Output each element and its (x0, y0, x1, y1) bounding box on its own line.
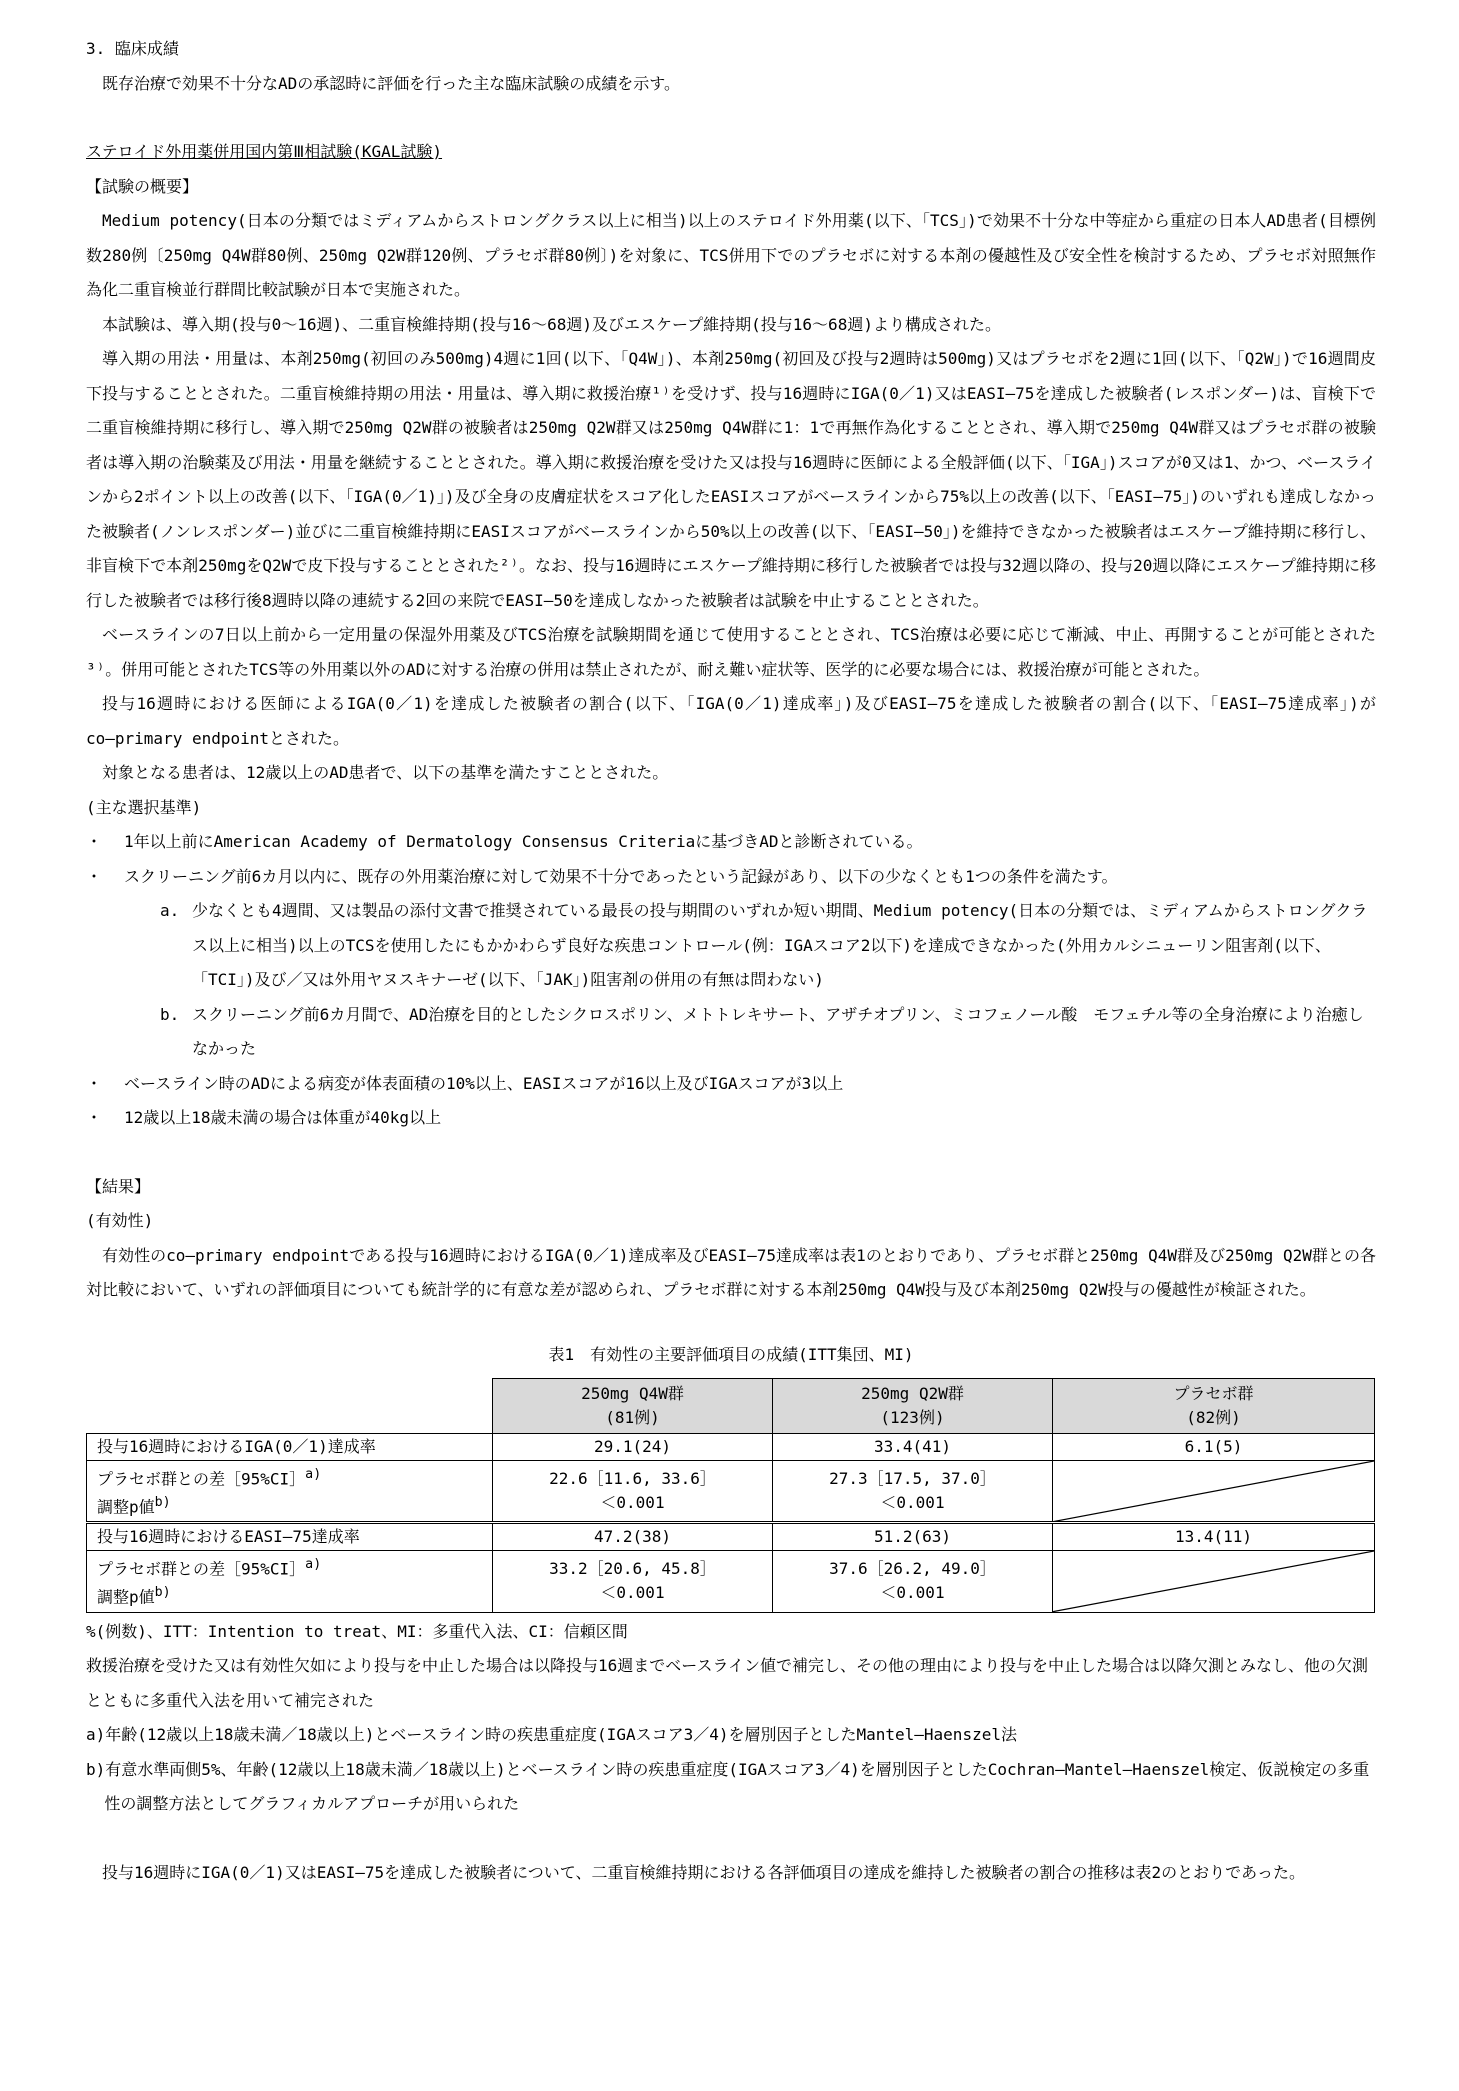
overview-paragraph: 本試験は、導入期(投与0～16週)、二重盲検維持期(投与16～68週)及びエスケープ維持期(投与16～68週)より構成された。 (102, 314, 1001, 334)
overview-paragraph: Medium potency(日本の分類ではミディアムからストロングクラス以上に相当)以上のステロイド外用薬(以下、「TCS」)で効果不十分な中等症から重症の日本人AD患者(目標例数280例〔250mg Q4W群80例、250mg Q2W群120例、プラセボ群80例〕)を対象に、TCS併用下でのプラセボに対する本剤の優越性及び安全性を検討するため、プラセボ対照無作為化二重盲検並行群間比較試験が日本で実施された。 (86, 211, 1376, 299)
sub-criteria-item (160, 998, 1376, 1067)
table-note: %(例数)、ITT：Intention to treat、MI：多重代入法、CI：信頼区間 (86, 1621, 628, 1641)
table-row (87, 1433, 1375, 1460)
criteria-item: ・ 1年以上前にAmerican Academy of Dermatology Consensus Criteriaに基づきADと診断されている。 (86, 825, 1376, 860)
table-header-row (87, 1378, 1375, 1433)
efficacy-paragraph: 有効性のco―primary endpointである投与16週時におけるIGA(0／1)達成率及びEASI―75達成率は表1のとおりであり、プラセボ群と250mg Q4W群及び250mg Q2W群との各対比較において、いずれの評価項目についても統計学的に有意な差が認められ、プラセボ群に対する本剤250mg Q4W投与及び本剤250mg Q2W投与の優越性が検証された。 (86, 1245, 1376, 1299)
criteria-heading: (主な選択基準) (86, 797, 202, 817)
not-applicable-cell (1053, 1460, 1375, 1523)
table-note: b)有意水準両側5%、年齢(12歳以上18歳未満／18歳以上)とベースライン時の疾患重症度(IGAスコア3／4)を層別因子としたCochran―Mantel―Haenszel検定、仮説検定の多重性の調整方法としてグラフィカルアプローチが用いられた (86, 1759, 1370, 1814)
overview-paragraph: ベースラインの7日以上前から一定用量の保湿外用薬及びTCS治療を試験期間を通じて使用することとされ、TCS治療は必要に応じて漸減、中止、再開することが可能とされた³⁾。併用可能とされたTCS等の外用薬以外のADに対する治療の併用は禁止されたが、耐え難い症状等、医学的に必要な場合には、救援治療が可能とされた。 (86, 625, 1376, 679)
diff-cell: 37.6［26.2, 49.0］ ＜0.001 (773, 1551, 1053, 1613)
rate-cell: 51.2(63) (773, 1523, 1053, 1551)
rate-cell: 47.2(38) (493, 1523, 773, 1551)
criteria-item: ・ 12歳以上18歳未満の場合は体重が40kg以上 (86, 1101, 1376, 1136)
table-caption: 表1 有効性の主要評価項目の成績(ITT集団、MI) (548, 1344, 914, 1364)
closing-paragraph: 投与16週時にIGA(0／1)又はEASI―75を達成した被験者について、二重盲検維持期における各評価項目の達成を維持した被験者の割合の推移は表2のとおりであった。 (102, 1862, 1305, 1882)
sub-criteria-text: スクリーニング前6カ月間で、AD治療を目的としたシクロスポリン、メトトレキサート、アザチオプリン、ミコフェノール酸 モフェチル等の全身治療により治癒しなかった (192, 1004, 1364, 1058)
criteria-item: ・ ベースライン時のADによる病変が体表面積の10%以上、EASIスコアが16以上及びIGAスコアが3以上 (86, 1067, 1376, 1102)
study-title: ステロイド外用薬併用国内第Ⅲ相試験(KGAL試験) (86, 142, 443, 161)
table-row (87, 1460, 1375, 1523)
column-header: 250mg Q2W群 (123例) (773, 1378, 1053, 1433)
efficacy-table (86, 1378, 1375, 1613)
endpoint-label: 投与16週時におけるEASI―75達成率 (87, 1523, 493, 1551)
not-applicable-cell (1053, 1551, 1375, 1613)
endpoint-label: 投与16週時におけるIGA(0／1)達成率 (87, 1433, 493, 1460)
rate-cell: 6.1(5) (1053, 1433, 1375, 1460)
section-heading: 3. 臨床成績 (86, 39, 179, 58)
diff-cell: 22.6［11.6, 33.6］ ＜0.001 (493, 1460, 773, 1523)
table-row (87, 1523, 1375, 1551)
table-corner (87, 1378, 493, 1433)
results-heading: 【結果】 (86, 1176, 151, 1196)
table-note: a)年齢(12歳以上18歳未満／18歳以上)とベースライン時の疾患重症度(IGAスコア3／4)を層別因子としたMantel―Haenszel法 (86, 1725, 1017, 1745)
diagonal-line (1053, 1461, 1374, 1522)
table-note: 救援治療を受けた又は有効性欠如により投与を中止した場合は以降投与16週までベースライン値で補完し、その他の理由により投与を中止した場合は以降欠測とみなし、他の欠測とともに多重代入法を用いて補完された (86, 1656, 1368, 1710)
sub-criteria-text: 少なくとも4週間、又は製品の添付文書で推奨されている最長の投与期間のいずれか短い期間、Medium potency(日本の分類では、ミディアムからストロングクラス以上に相当)以上のTCSを使用したにもかかわらず良好な疾患コントロール(例：IGAスコア2以下)を達成できなかった(外用カルシニューリン阻害剤(以下、「TCI」)及び／又は外用ヤヌスキナーゼ(以下、「JAK」)阻害剤の併用の有無は問わない) (192, 901, 1368, 989)
rate-cell: 33.4(41) (773, 1433, 1053, 1460)
overview-paragraph: 投与16週時における医師によるIGA(0／1)を達成した被験者の割合(以下、「IGA(0／1)達成率」)及びEASI―75を達成した被験者の割合(以下、「EASI―75達成率」)がco―primary endpointとされた。 (86, 694, 1376, 748)
criteria-list (86, 825, 1376, 1136)
rate-cell: 13.4(11) (1053, 1523, 1375, 1551)
criteria-item: ・ スクリーニング前6カ月以内に、既存の外用薬治療に対して効果不十分であったという記録があり、以下の少なくとも1つの条件を満たす。 a. 少なくとも4週間、又は製品の添付文書で推奨されている最長の投与期間のいずれか短い期間、Medium potency(日本の分類では、ミディアムからストロングクラス以上に相当)以上のTCSを使用したにもかかわらず良好な疾患コントロール(例：IGAスコア2以下)を達成できなかった(外用カルシニューリン阻害剤(以下、「TCI」)及び／又は外用ヤヌスキナーゼ(以下、「JAK」)阻害剤の併用の有無は問わない) b. スクリーニング前6カ月間で、AD治療を目的としたシクロスポリン、メトトレキサート、アザチオプリン、ミコフェノール酸 モフェチル等の全身治療により治癒しなかった (86, 860, 1376, 1067)
column-header: 250mg Q4W群 (81例) (493, 1378, 773, 1433)
column-header: プラセボ群 (82例) (1053, 1378, 1375, 1433)
sub-criteria-marker: b. (160, 1004, 180, 1024)
sub-criteria-marker: a. (160, 901, 180, 920)
diff-cell: 27.3［17.5, 37.0］ ＜0.001 (773, 1460, 1053, 1523)
table-row (87, 1551, 1375, 1613)
overview-paragraph: 対象となる患者は、12歳以上のAD患者で、以下の基準を満たすこととされた。 (102, 763, 669, 782)
efficacy-heading: (有効性) (86, 1211, 154, 1230)
diagonal-line (1053, 1551, 1374, 1612)
rate-cell: 29.1(24) (493, 1433, 773, 1460)
diff-label: プラセボ群との差［95%CI］$^{a)}$ 調整p値$^{b)}$ (87, 1460, 493, 1523)
document-page (86, 32, 1376, 1890)
section-intro: 既存治療で効果不十分なADの承認時に評価を行った主な臨床試験の成績を示す。 (102, 73, 680, 93)
sub-criteria-list (124, 894, 1376, 1067)
diff-label: プラセボ群との差［95%CI］$^{a)}$ 調整p値$^{b)}$ (87, 1551, 493, 1613)
overview-paragraph: 導入期の用法・用量は、本剤250mg(初回のみ500mg)4週に1回(以下、「Q4W」)、本剤250mg(初回及び投与2週時は500mg)又はプラセボを2週に1回(以下、「Q2W」)で16週間皮下投与することとされた。二重盲検維持期の用法・用量は、導入期に救援治療¹⁾を受けず、投与16週時にIGA(0／1)又はEASI―75を達成した被験者(レスポンダー)は、盲検下で二重盲検維持期に移行し、導入期で250mg Q2W群の被験者は250mg Q2W群又は250mg Q4W群に1：1で再無作為化することとされ、導入期で250mg Q4W群又はプラセボ群の被験者は導入期の治験薬及び用法・用量を継続することとされた。導入期に救援治療を受けた又は投与16週時に医師による全般評価(以下、「IGA」)スコアが0又は1、かつ、ベースラインから2ポイント以上の改善(以下、「IGA(0／1)」)及び全身の皮膚症状をスコア化したEASIスコアがベースラインから75%以上の改善(以下、「EASI―75」)のいずれも達成しなかった被験者(ノンレスポンダー)並びに二重盲検維持期にEASIスコアがベースラインから50%以上の改善(以下、「EASI―50」)を維持できなかった被験者はエスケープ維持期に移行し、非盲検下で本剤250mgをQ2Wで皮下投与することとされた²⁾。なお、投与16週時にエスケープ維持期に移行した被験者では投与32週以降の、投与20週以降にエスケープ維持期に移行した被験者では移行後8週時以降の連続する2回の来院でEASI―50を達成しなかった被験者は試験を中止することとされた。 (86, 349, 1376, 610)
overview-heading: 【試験の概要】 (86, 176, 199, 196)
sub-criteria-item (160, 894, 1376, 998)
diff-cell: 33.2［20.6, 45.8］ ＜0.001 (493, 1551, 773, 1613)
table-notes (86, 1615, 1376, 1822)
